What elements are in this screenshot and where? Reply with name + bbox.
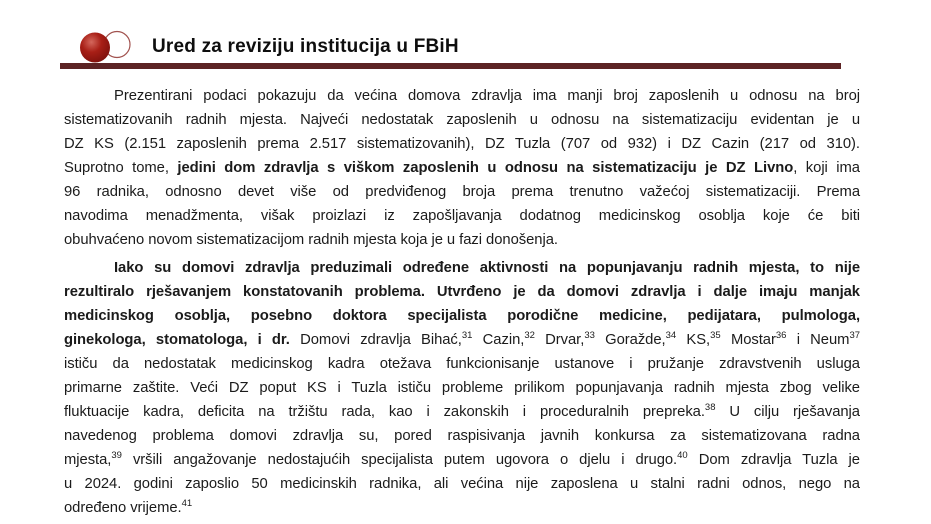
- text-run: navodima menadžmenta, višak proizlazi iz zapošljavanja dodatnog medicinskog osoblja koje će biti: [64, 208, 860, 224]
- footnote-ref: 31: [461, 330, 473, 342]
- text-run: ističu da nedostatak medicinskog kadra otežava funkcionisanje ustanove i pružanje zdravstvenih usluga: [64, 356, 860, 372]
- footnote-ref: 35: [710, 330, 721, 342]
- text-line: [64, 328, 860, 352]
- text-run: i Neum: [786, 332, 850, 348]
- text-run: Dom zdravlja Tuzla je: [687, 452, 860, 468]
- text-run: medicinskog osoblja, posebno doktora specijalista porodične medicine, pedijatara, pulmologa,: [64, 308, 860, 324]
- paragraph: [64, 84, 860, 252]
- text-line: [64, 496, 860, 520]
- filled-circle: [80, 33, 110, 63]
- text-line: [64, 228, 860, 252]
- text-run: primarne zaštite. Veći DZ poput KS i Tuzla ističu probleme prilikom popunjavanja radnih mjesta zbog velike: [64, 380, 860, 396]
- text-run: Drvar,: [534, 332, 585, 348]
- text-line: [64, 304, 860, 328]
- text-line: [64, 448, 860, 472]
- footnote-ref: 34: [665, 330, 677, 342]
- text-run: Iako su domovi zdravlja preduzimali određene aktivnosti na popunjavanju radnih mjesta, to nije: [114, 260, 860, 276]
- text-run: u 2024. godini zaposlio 50 medicinskih radnika, ali većina nije zaposlena u stalni radni odnos, nego na: [64, 476, 860, 492]
- text-run: Prezentirani podaci pokazuju da većina domova zdravlja ima manji broj zaposlenih u odnosu na broj: [114, 88, 860, 104]
- text-run: 96 radnika, odnosno devet više od predviđenog broja prema trenutno važećoj sistematizaciji. Prema: [64, 184, 860, 200]
- text-run: DZ KS (2.151 zaposlenih prema 2.517 sistematizovanih), DZ Tuzla (707 od 932) i DZ Cazin (217 od 310).: [64, 136, 860, 152]
- text-run: vršili angažovanje nedostajućih specijalista putem ugovora o djelu i drugo.: [121, 452, 678, 468]
- text-run: , koji ima: [793, 160, 860, 176]
- text-run: Cazin,: [472, 332, 525, 348]
- text-line: [64, 156, 860, 180]
- header-divider-rule: [60, 63, 841, 69]
- text-run: Domovi zdravlja Bihać,: [289, 332, 462, 348]
- text-run: KS,: [676, 332, 711, 348]
- text-run: mjesta,: [64, 452, 112, 468]
- two-circles-icon: [78, 27, 138, 67]
- audit-office-logo: [78, 27, 138, 67]
- text-run: Mostar: [720, 332, 776, 348]
- text-run: fluktuacije kadra, deficita na tržištu rada, kao i zakonskih i proceduralnih prepreka.: [64, 404, 705, 420]
- text-run: rezultiralo rješavanjem konstatovanih problema. Utvrđeno je da domovi zdravlja i dalje imaju manjak: [64, 284, 860, 300]
- footnote-ref: 36: [775, 330, 787, 342]
- text-line: [64, 204, 860, 228]
- text-line: [64, 108, 860, 132]
- text-line: [64, 472, 860, 496]
- text-line: [64, 424, 860, 448]
- footnote-ref: 40: [677, 450, 688, 462]
- page-title: Ured za reviziju institucija u FBiH: [152, 36, 459, 57]
- footnote-ref: 37: [849, 330, 861, 342]
- document-body: [64, 84, 860, 524]
- page-header: [78, 27, 459, 67]
- text-run: jedini dom zdravlja s viškom zaposlenih u odnosu na sistematizaciju je DZ Livno: [177, 160, 794, 176]
- footnote-ref: 41: [181, 498, 193, 510]
- text-line: [64, 376, 860, 400]
- text-line: [64, 400, 860, 424]
- text-run: navedenog problema domovi zdravlja su, pored raspisivanja javnih konkursa za sistematizovana radna: [64, 428, 860, 444]
- text-line: [64, 84, 860, 108]
- text-run: Goražde,: [594, 332, 666, 348]
- text-line: [64, 352, 860, 376]
- text-line: [64, 280, 860, 304]
- text-run: određeno vrijeme.: [64, 500, 182, 516]
- footnote-ref: 38: [704, 402, 716, 414]
- text-run: ginekologa, stomatologa, i dr.: [64, 332, 290, 348]
- text-line: [64, 256, 860, 280]
- footnote-ref: 32: [524, 330, 535, 342]
- text-line: [64, 180, 860, 204]
- footnote-ref: 39: [111, 450, 122, 462]
- text-run: Suprotno tome,: [64, 160, 178, 176]
- footnote-ref: 33: [584, 330, 595, 342]
- text-run: obuhvaćeno novom sistematizacijom radnih mjesta koja je u fazi donošenja.: [64, 232, 558, 248]
- paragraph: [64, 256, 860, 520]
- text-run: U cilju rješavanja: [715, 404, 860, 420]
- text-line: [64, 132, 860, 156]
- text-run: sistematizovanih radnih mjesta. Najveći nedostatak zaposlenih u odnosu na sistematizaciju evidentan je u: [64, 112, 860, 128]
